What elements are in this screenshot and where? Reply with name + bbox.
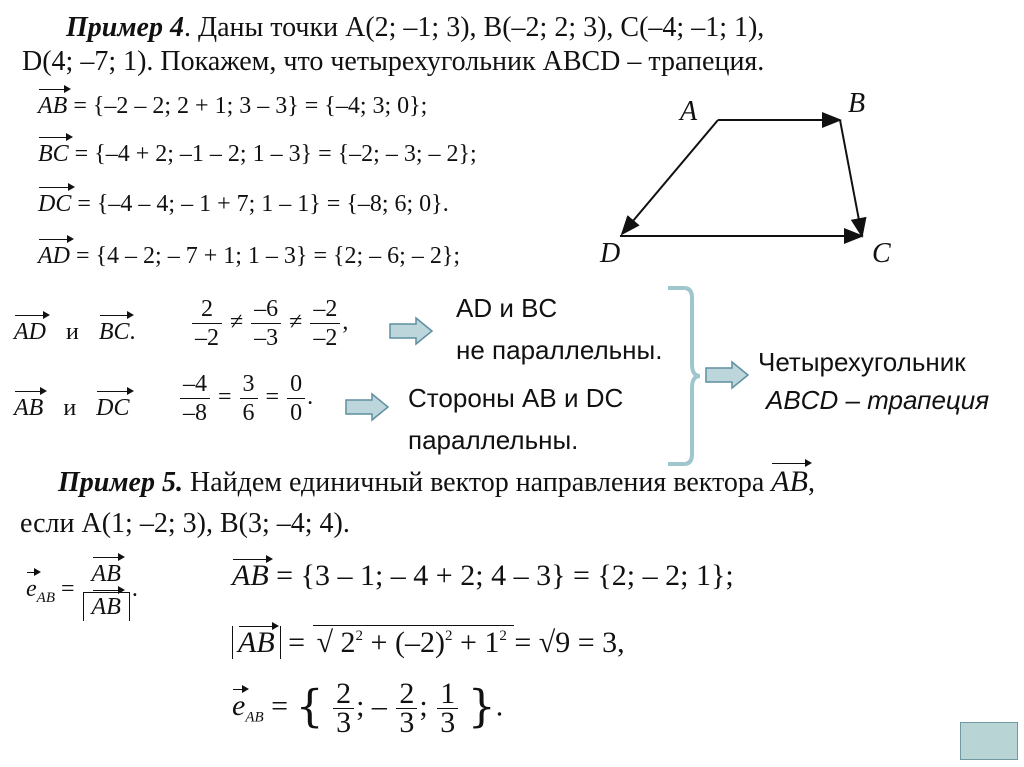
pair2-frac1: $\frac{-4}{-8}$: [180, 370, 210, 427]
ab-coords-label: AB: [232, 559, 269, 592]
example5-line1: [58, 466, 815, 499]
example5-vec-ab: AB: [771, 465, 808, 498]
example4-line1: [66, 12, 764, 44]
example4-title: Пример 4: [66, 12, 184, 43]
ab-coords-row: [232, 559, 734, 592]
pair1-tail: .: [129, 319, 136, 345]
unit-result-e: e: [232, 689, 246, 723]
ab-length-row: [232, 622, 625, 657]
pair1-frac2: $\frac{-6}{-3}$: [251, 295, 281, 352]
vertex-d-label: D: [600, 238, 621, 269]
len-term3: + 1: [459, 626, 500, 659]
vector-row-ad: [38, 242, 460, 270]
pair2-op1: =: [218, 384, 232, 411]
vector-row-bc: [38, 140, 477, 168]
unit-result-end: .: [495, 689, 504, 723]
vertex-b-label: B: [848, 88, 866, 119]
ab-coords-expr: = {3 – 1; – 4 + 2; 4 – 3} = {2; – 2; 1};: [276, 559, 734, 592]
pair2-arrow-icon: [344, 392, 390, 422]
len-term2: + (–2): [370, 626, 445, 659]
pair1-vec2: BC: [98, 319, 130, 345]
vector-ad-label: AD: [38, 243, 70, 269]
unit-result-row: $e_{AB}$ = { $\frac{2}{3}$ ; – $\frac{2}{3}$ ; $\frac{1}{3}$ }.: [232, 677, 504, 739]
pair2-conclusion2: параллельны.: [408, 425, 579, 455]
vector-bc-expr: = {–4 + 2; –1 – 2; 1 – 3} = {–2; – 3; – 2};: [74, 141, 477, 167]
example4-line2: D(4; –7; 1). Покажем, что четырехугольник ABCD – трапеция.: [22, 46, 765, 77]
pair1-op2: ≠: [289, 309, 303, 336]
pair1-conclusion2: не параллельны.: [456, 335, 663, 365]
pair1-label: [14, 318, 136, 346]
pair1-op1: ≠: [230, 309, 244, 336]
example5-text: Найдем единичный вектор направления вектора: [182, 467, 765, 498]
unit-def-end: .: [131, 576, 138, 603]
pair2-frac3: $\frac{0}{0}$: [287, 370, 305, 427]
final-conclusion2-text: ABCD – трапеция: [766, 385, 990, 415]
pair2-vec2: DC: [96, 395, 130, 421]
next-slide-button[interactable]: [960, 722, 1018, 760]
final-arrow-icon: [704, 360, 750, 390]
pair2-vec1: AB: [14, 395, 44, 421]
example5-comma: ,: [807, 467, 815, 498]
vector-bc-label: BC: [38, 141, 69, 167]
unit-def-den: AB: [91, 594, 121, 620]
pair1-arrow-icon: [388, 316, 434, 346]
vector-ab-label: AB: [38, 93, 68, 119]
ab-length-radicand: √ $2^2 + (-2)^2 + 1^2$: [313, 625, 515, 659]
pair2-ratios: [178, 370, 313, 427]
pair2-op2: =: [265, 384, 280, 411]
unit-e-sub: AB: [36, 590, 55, 607]
pair1-conj: и: [66, 319, 79, 345]
vertex-a-label: A: [680, 96, 698, 127]
example5-title: Пример 5.: [58, 467, 183, 498]
pair2-label: [14, 394, 130, 422]
unit-def-num: AB: [91, 561, 121, 587]
unit-result-frac1: $\frac{2}{3}$: [333, 680, 354, 737]
unit-result-sep1: ; –: [356, 689, 387, 723]
vector-row-dc: [38, 190, 449, 218]
pair1-end: ,: [342, 309, 349, 336]
unit-result-frac3: $\frac{1}{3}$: [437, 680, 458, 737]
unit-vector-def: $e_{AB}$ = $\frac{AB}{AB}$ .: [26, 561, 138, 620]
vector-dc-expr: = {–4 – 4; – 1 + 7; 1 – 1} = {–8; 6; 0}.: [77, 191, 449, 217]
pair1-frac1: $\frac{2}{-2}$: [192, 295, 222, 352]
pair1-ratios: [190, 295, 348, 352]
unit-result-sub: AB: [245, 709, 264, 726]
pair1-conclusion1: AD и BC: [456, 293, 558, 323]
unit-result-sep2: ;: [419, 689, 428, 723]
ab-length-result: = √9 = 3,: [514, 626, 625, 659]
ab-length-label: AB: [238, 626, 275, 659]
pair2-end: .: [307, 384, 314, 411]
pair1-frac3: $\frac{-2}{-2}$: [310, 295, 340, 352]
ab-length-eq: =: [288, 626, 306, 659]
grouping-bracket-icon: [662, 284, 702, 468]
unit-def-frac: [83, 560, 130, 621]
final-conclusion1: Четырехугольник: [758, 347, 966, 377]
vector-row-ab: [38, 92, 427, 120]
unit-e: e: [26, 576, 37, 603]
vector-ad-expr: = {4 – 2; – 7 + 1; 1 – 3} = {2; – 6; – 2};: [76, 243, 461, 269]
vector-ab-expr: = {–2 – 2; 2 + 1; 3 – 3} = {–4; 3; 0};: [73, 93, 428, 119]
example5-line2: если A(1; –2; 3), B(3; –4; 4).: [20, 508, 350, 539]
edge-ad: [622, 120, 718, 234]
vertex-c-label: C: [872, 238, 891, 269]
len-term1: 2: [340, 626, 356, 659]
pair2-conj: и: [63, 395, 77, 421]
example4-points: . Даны точки A(2; –1; 3), B(–2; 2; 3), C(–4; –1; 1),: [183, 12, 765, 43]
pair1-vec1: AD: [14, 319, 46, 345]
vector-dc-label: DC: [38, 191, 72, 217]
final-conclusion2: [766, 384, 989, 416]
pair2-frac2: $\frac{3}{6}$: [240, 370, 258, 427]
pair2-conclusion1: Стороны AB и DC: [408, 383, 624, 413]
edge-bc: [840, 120, 862, 236]
unit-result-frac2: $\frac{2}{3}$: [396, 680, 417, 737]
